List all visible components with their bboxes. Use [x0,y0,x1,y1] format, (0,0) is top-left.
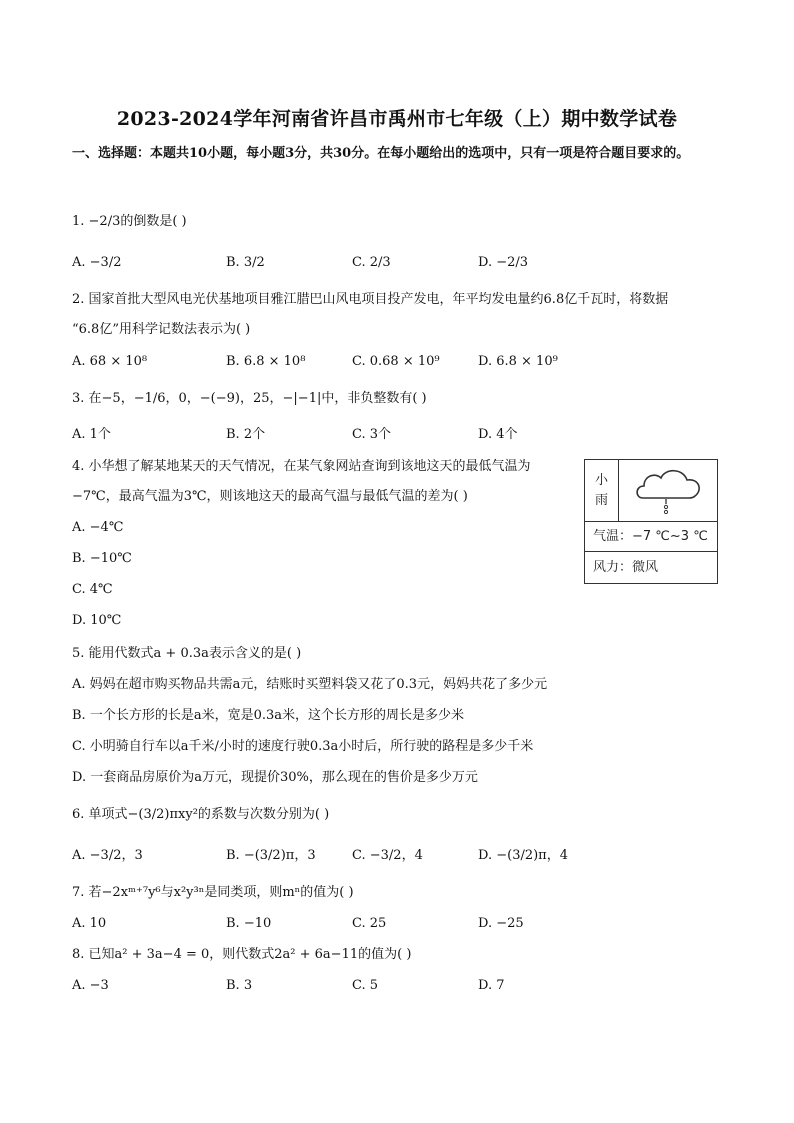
q4-option-d: D. 10℃ [72,613,122,628]
paper-title: 2023-2024学年河南省许昌市禹州市七年级（上）期中数学试卷 [116,108,678,130]
question-4-cont: −7℃，最高气温为3℃，则该地这天的最高气温与最低气温的差为( ) [72,489,468,504]
q8-option-b: B. 3 [226,978,253,993]
q6-option-d: D. −(3/2)π，4 [478,848,568,863]
q1-option-a: A. −3/2 [72,255,122,270]
question-5: 5. 能用代数式a + 0.3a表示含义的是( ) [72,646,302,661]
q5-option-c: C. 小明骑自行车以a千米/小时的速度行驶0.3a小时后，所行驶的路程是多少千米 [72,739,534,754]
weather-label-line1: 小 [594,472,608,488]
q3-option-c: C. 3个 [352,427,392,442]
weather-condition-row [585,460,717,522]
question-6: 6. 单项式−(3/2)πxy²的系数与次数分别为( ) [72,807,330,822]
q5-option-d: D. 一套商品房原价为a万元，现提价30%，那么现在的售价是多少万元 [72,770,478,785]
q1-option-c: C. 2/3 [352,255,391,270]
weather-wind: 风力：微风 [593,560,659,575]
question-7: 7. 若−2xᵐ⁺⁷y⁶与x²y³ⁿ是同类项，则mⁿ的值为( ) [72,885,354,900]
q1-option-b: B. 3/2 [226,255,265,270]
q6-option-b: B. −(3/2)π，3 [226,848,316,863]
question-2: 2. 国家首批大型风电光伏基地项目雅江腊巴山风电项目投产发电，年平均发电量约6.8亿千瓦时，将数据 [72,292,669,307]
section-heading: 一、选择题：本题共10小题，每小题3分，共30分。在每小题给出的选项中，只有一项是符合题目要求的。 [72,146,690,161]
q2-option-c: C. 0.68 × 10⁹ [352,354,440,369]
q7-option-c: C. 25 [352,916,387,931]
q6-option-a: A. −3/2，3 [72,848,143,863]
question-1: 1. −2/3的倒数是( ) [72,214,187,229]
q7-option-d: D. −25 [478,916,524,931]
q2-option-d: D. 6.8 × 10⁹ [478,354,558,369]
q2-option-b: B. 6.8 × 10⁸ [226,354,306,369]
q3-option-a: A. 1个 [72,427,111,442]
weather-temperature: 气温：−7 ℃~3 ℃ [585,521,717,552]
weather-card [584,459,718,584]
q3-option-b: B. 2个 [226,427,266,442]
q7-option-a: A. 10 [72,916,107,931]
q8-option-c: C. 5 [352,978,379,993]
q5-option-b: B. 一个长方形的长是a米，宽是0.3a米，这个长方形的周长是多少米 [72,708,464,723]
q4-option-c: C. 4℃ [72,582,113,597]
q8-option-a: A. −3 [72,978,109,993]
question-3: 3. 在−5，−1/6，0，−(−9)，25，−|−1|中，非负整数有( ) [72,391,427,406]
q3-option-d: D. 4个 [478,427,518,442]
question-8: 8. 已知a² + 3a−4 = 0，则代数式2a² + 6a−11的值为( ) [72,947,412,962]
q7-option-b: B. −10 [226,916,272,931]
q2-option-a: A. 68 × 10⁸ [72,354,148,369]
cloud-rain-icon [633,466,705,516]
weather-condition-label [585,460,619,521]
weather-label-line2: 雨 [594,492,608,508]
q8-option-d: D. 7 [478,978,505,993]
q6-option-c: C. −3/2，4 [352,848,423,863]
q1-option-d: D. −2/3 [478,255,529,270]
q4-option-a: A. −4℃ [72,520,124,535]
question-4: 4. 小华想了解某地某天的天气情况，在某气象网站查询到该地这天的最低气温为 [72,459,531,474]
question-2-cont: “6.8亿”用科学记数法表示为( ) [72,322,251,337]
q4-option-b: B. −10℃ [72,551,132,566]
q5-option-a: A. 妈妈在超市购买物品共需a元，结账时买塑料袋又花了0.3元，妈妈共花了多少元 [72,677,548,692]
